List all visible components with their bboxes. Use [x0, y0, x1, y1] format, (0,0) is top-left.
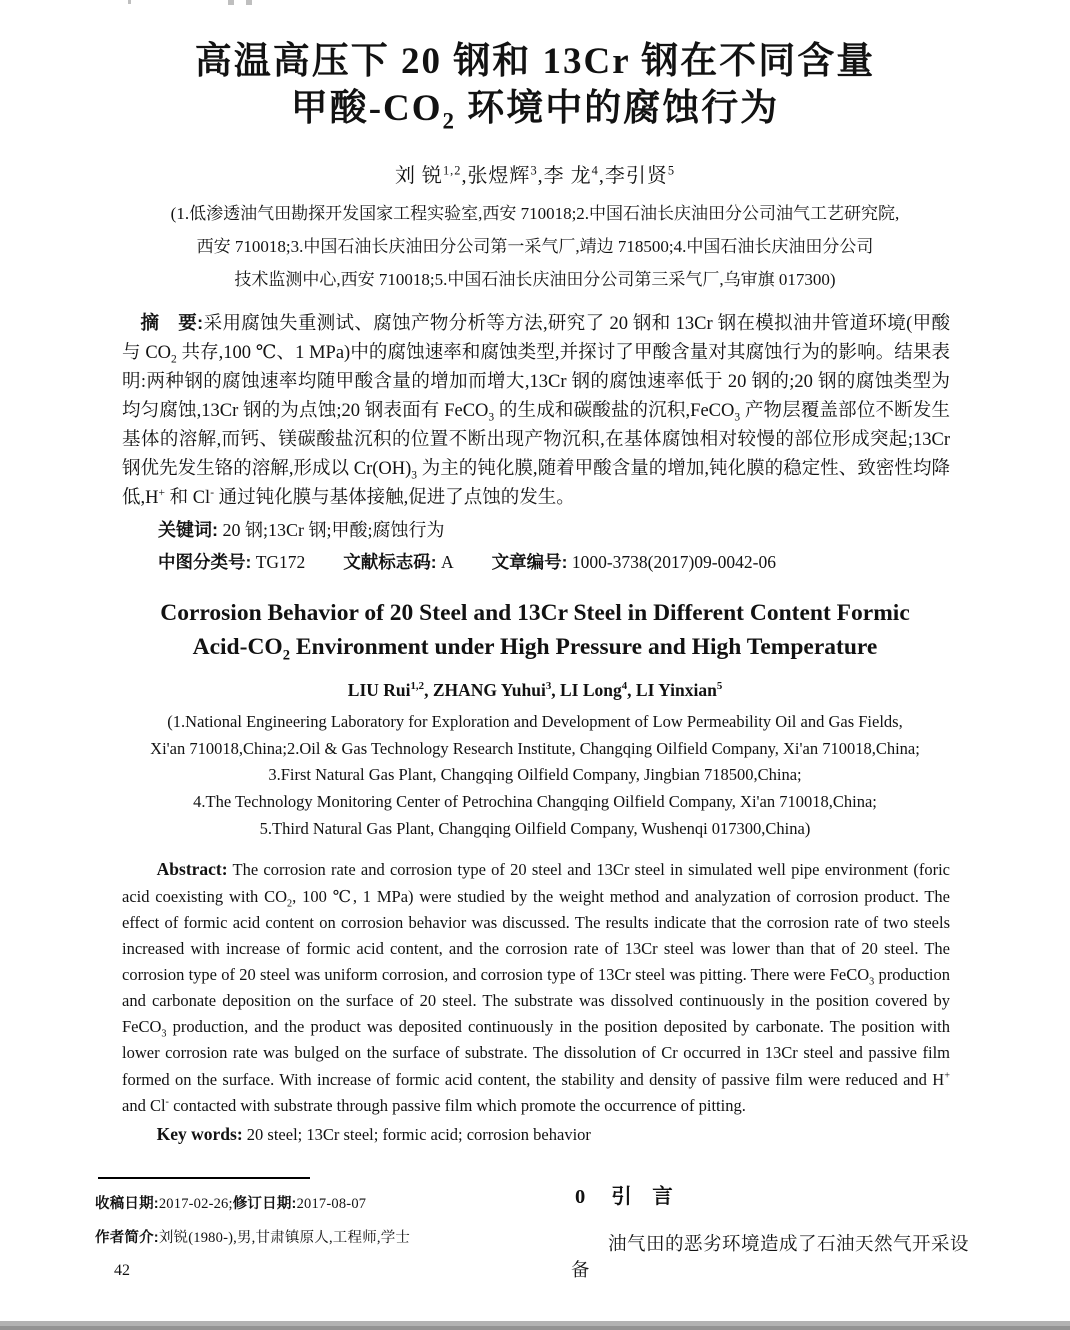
keywords-en [95, 1124, 975, 1145]
section-0-title: 引 言 [611, 1184, 673, 1208]
footnote-column [95, 1177, 547, 1280]
author-bio-value: 刘锐(1980-),男,甘肃镇原人,工程师,学士 [158, 1229, 411, 1246]
abstract-en [95, 856, 975, 1118]
section-0-number: 0 [575, 1185, 586, 1208]
affiliations-en [95, 709, 975, 843]
article-id-value: 1000-3738(2017)09-0042-06 [571, 551, 776, 572]
received-date-label: 收稿日期: [95, 1195, 159, 1212]
affiliations-cn [95, 197, 975, 296]
keywords-en-text: 20 steel; 13Cr steel; formic acid; corrosion behavior [242, 1124, 591, 1144]
footnote-dates [95, 1192, 547, 1213]
affiliation-en-line: Xi'an 710018,China;2.Oil & Gas Technology Research Institute, Changqing Oilfield Company, Xi'an 710018,China; [150, 738, 920, 758]
revised-date-value: 2017-08-07 [296, 1195, 367, 1212]
page-bottom-edge-shadow [0, 1326, 1070, 1330]
affiliation-cn-line: 技术监测中心,西安 710018;5.中国石油长庆油田分公司第三采气厂,乌审旗 017300) [234, 270, 836, 289]
section-0-heading [571, 1179, 975, 1209]
received-date-value: 2017-02-26; [158, 1195, 233, 1212]
authors-cn: 刘 锐$^{1,2}$,张煜辉$^3$,李 龙$^4$,李引贤$^5$ [394, 163, 676, 187]
scan-artifact [128, 0, 131, 4]
clc-value: TG172 [255, 551, 306, 572]
introduction-column [547, 1177, 975, 1282]
article-title-cn [95, 38, 975, 133]
clc-number [158, 549, 305, 574]
footnote-author-bio [95, 1226, 547, 1247]
article-title-en-line2: Acid-$CO_2$ Environment under High Pressure and High Temperature [192, 633, 878, 664]
article-id [492, 549, 776, 574]
document-code [343, 549, 453, 574]
affiliation-en-line: 4.The Technology Monitoring Center of Petrochina Changqing Oilfield Company, Xi'an 710018,China; [193, 791, 877, 811]
author-bio-label: 作者简介: [95, 1229, 159, 1246]
abstract-en-text: The corrosion rate and corrosion type of 20 steel and 13Cr steel in simulated well pipe environment (foric acid coexisting with $CO_2$, 100 ℃, 1 MPa) were studied by the weight method and analyzation of corrosion product. The effect of formic acid content on corrosion behavior was discussed. The results indicate that the corrosion rate of two steels increased with increase of formic acid content, and the corrosion rate of 13Cr steel was lower than that of 20 steel. The corrosion type of 20 steel was uniform corrosion, and corrosion type of 13Cr steel was pitting. There were FeCO$_3$ production and carbonate deposition on the surface of 20 steel. The substrate was dissolved continuously in the position covered by FeCO$_3$ production, and the product was deposited continuously in the position deposited by carbonate. The position with lower corrosion rate was bulged on the surface of substrate. The dissolution of Cr occurred in 13Cr steel and passive film formed on the surface. With increase of formic acid content, the stability and density of passive film were reduced and H+ and Cl- contacted with substrate through passive film which promote the occurrence of pitting. [122, 860, 950, 1115]
affiliation-cn-line: (1.低渗透油气田勘探开发国家工程实验室,西安 710018;2.中国石油长庆油田分公司油气工艺研究院, [170, 203, 900, 223]
abstract-cn [95, 309, 975, 513]
bottom-two-column-area [95, 1177, 975, 1282]
document-code-value: A [440, 551, 454, 572]
clc-label: 中图分类号: [158, 551, 252, 572]
affiliation-cn-line: 西安 710018;3.中国石油长庆油田分公司第一采气厂,靖边 718500;4.中国石油长庆油田分公司 [196, 236, 874, 256]
revised-date-label: 修订日期: [232, 1195, 297, 1212]
page-bottom-edge [0, 1321, 1070, 1330]
page-content [95, 0, 975, 1282]
introduction-first-line: 油气田的恶劣环境造成了石油天然气开采设备 [571, 1234, 970, 1281]
article-meta [95, 549, 975, 574]
article-title-cn-line1: 高温高压下 20 钢和 13Cr 钢在不同含量 [194, 41, 876, 82]
article-title-cn-line2: 甲酸$-CO_2$ 环境中的腐蚀行为 [290, 88, 780, 134]
keywords-cn [95, 516, 975, 542]
abstract-cn-text: 采用腐蚀失重测试、腐蚀产物分析等方法,研究了 20 钢和 13Cr 钢在模拟油井管道环境(甲酸与 $CO_2$ 共存,100 ℃、1 MPa)中的腐蚀速率和腐蚀类型,并探讨了甲酸含量对其腐蚀行为的影响。结果表明:两种钢的腐蚀速率均随甲酸含量的增加而增大,13Cr 钢的腐蚀速率低于 20 钢的;20 钢的腐蚀类型为均匀腐蚀,13Cr 钢的为点蚀;20 钢表面有 FeCO$_3$ 的生成和碳酸盐的沉积,FeCO$_3$ 产物层覆盖部位不断发生基体的溶解,而钙、镁碳酸盐沉积的位置不断出现产物沉积,在基体腐蚀相对较慢的部位形成突起;13Cr 钢优先发生铬的溶解,形成以 $Cr(OH)_3$ 为主的钝化膜,随着甲酸含量的增加,钝化膜的稳定性、致密性均降低,H+ 和 Cl- 通过钝化膜与基体接触,促进了点蚀的发生。 [122, 314, 950, 508]
affiliation-en-line: (1.National Engineering Laboratory for Exploration and Development of Low Permeability Oil and Gas Fields, [167, 711, 903, 731]
footnote-divider [98, 1177, 310, 1179]
keywords-cn-label: 关键词: [158, 519, 218, 540]
article-title-en [95, 596, 975, 664]
article-title-en-line1: Corrosion Behavior of 20 Steel and 13Cr Steel in Different Content Formic [160, 599, 910, 626]
affiliation-en-line: 3.First Natural Gas Plant, Changqing Oilfield Company, Jingbian 718500,China; [268, 765, 802, 785]
abstract-en-label: Abstract: [156, 859, 228, 880]
abstract-cn-label: 摘 要: [140, 312, 204, 334]
keywords-cn-text: 20 钢;13Cr 钢;甲酸;腐蚀行为 [222, 519, 445, 540]
scan-artifact [246, 0, 252, 5]
scan-artifact [228, 0, 234, 5]
authors-en: LIU Rui$^{1,2}$, ZHANG Yuhui$^3$, LI Long$^4$, LI Yinxian$^5$ [347, 679, 723, 700]
article-id-label: 文章编号: [491, 551, 568, 572]
page-number: 42 [114, 1261, 130, 1279]
document-code-label: 文献标志码: [343, 551, 437, 572]
keywords-en-label: Key words: [156, 1123, 243, 1144]
affiliation-en-line: 5.Third Natural Gas Plant, Changqing Oilfield Company, Wushenqi 017300,China) [259, 818, 811, 838]
